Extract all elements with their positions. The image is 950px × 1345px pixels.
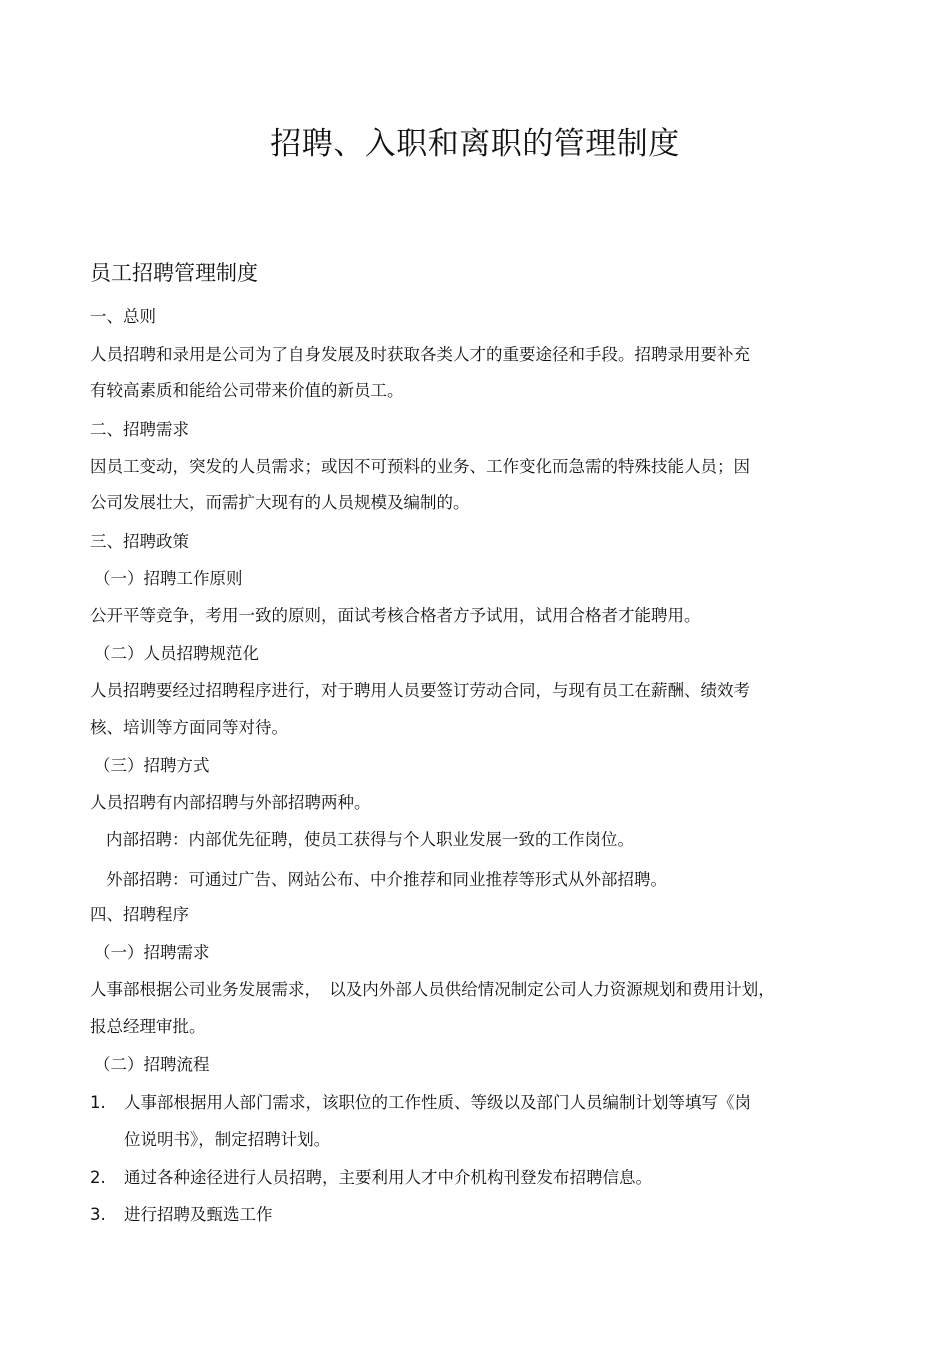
paragraph-internal-recruitment: 内部招聘：内部优先征聘，使员工获得与个人职业发展一致的工作岗位。 (106, 830, 634, 849)
heading-general: 一、总则 (90, 307, 156, 326)
list-item-step-1 (90, 1091, 751, 1115)
paragraph-general-line2: 有较高素质和能给公司带来价值的新员工。 (90, 381, 404, 400)
section-title: 员工招聘管理制度 (90, 261, 258, 285)
document-title: 招聘、入职和离职的管理制度 (270, 126, 680, 162)
paragraph-general-line1: 人员招聘和录用是公司为了自身发展及时获取各类人才的重要途径和手段。招聘录用要补充 (90, 345, 750, 364)
heading-procedure: 四、招聘程序 (90, 905, 189, 924)
list-item-step-2 (90, 1166, 652, 1190)
paragraph-principle: 公开平等竞争，考用一致的原则，面试考核合格者方予试用，试用合格者才能聘用。 (90, 606, 701, 625)
subheading-principle: （一）招聘工作原则 (94, 569, 243, 588)
list-item-text: 人事部根据用人部门需求，该职位的工作性质、等级以及部门人员编制计划等填写《岗 (124, 1093, 751, 1112)
subheading-procedure-demand: （一）招聘需求 (94, 943, 210, 962)
list-item-step-1-continued: 位说明书》，制定招聘计划。 (124, 1130, 331, 1149)
list-item-text: 通过各种途径进行人员招聘，主要利用人才中介机构刊登发布招聘信息。 (124, 1168, 652, 1187)
paragraph-procedure-demand-line1: 人事部根据公司业务发展需求， 以及内外部人员供给情况制定公司人力资源规划和费用计划， (90, 980, 775, 999)
paragraph-methods: 人员招聘有内部招聘与外部招聘两种。 (90, 793, 371, 812)
paragraph-standardization-line2: 核、培训等方面同等对待。 (90, 718, 288, 737)
paragraph-standardization-line1: 人员招聘要经过招聘程序进行，对于聘用人员要签订劳动合同，与现有员工在薪酬、绩效考 (90, 681, 750, 700)
paragraph-external-recruitment: 外部招聘：可通过广告、网站公布、中介推荐和同业推荐等形式从外部招聘。 (106, 870, 667, 889)
list-item-text: 进行招聘及甄选工作 (124, 1205, 273, 1224)
paragraph-demand-line1: 因员工变动，突发的人员需求；或因不可预料的业务、工作变化而急需的特殊技能人员；因 (90, 457, 750, 476)
list-number: 3. (90, 1205, 106, 1224)
heading-demand: 二、招聘需求 (90, 420, 189, 439)
subheading-procedure-flow: （二）招聘流程 (94, 1055, 210, 1074)
subheading-methods: （三）招聘方式 (94, 756, 210, 775)
list-item-step-3 (90, 1203, 273, 1227)
list-number: 2. (90, 1168, 106, 1187)
list-number: 1. (90, 1093, 106, 1112)
heading-policy: 三、招聘政策 (90, 532, 189, 551)
paragraph-procedure-demand-line2: 报总经理审批。 (90, 1017, 206, 1036)
subheading-standardization: （二）人员招聘规范化 (94, 644, 259, 663)
paragraph-demand-line2: 公司发展壮大，而需扩大现有的人员规模及编制的。 (90, 493, 470, 512)
